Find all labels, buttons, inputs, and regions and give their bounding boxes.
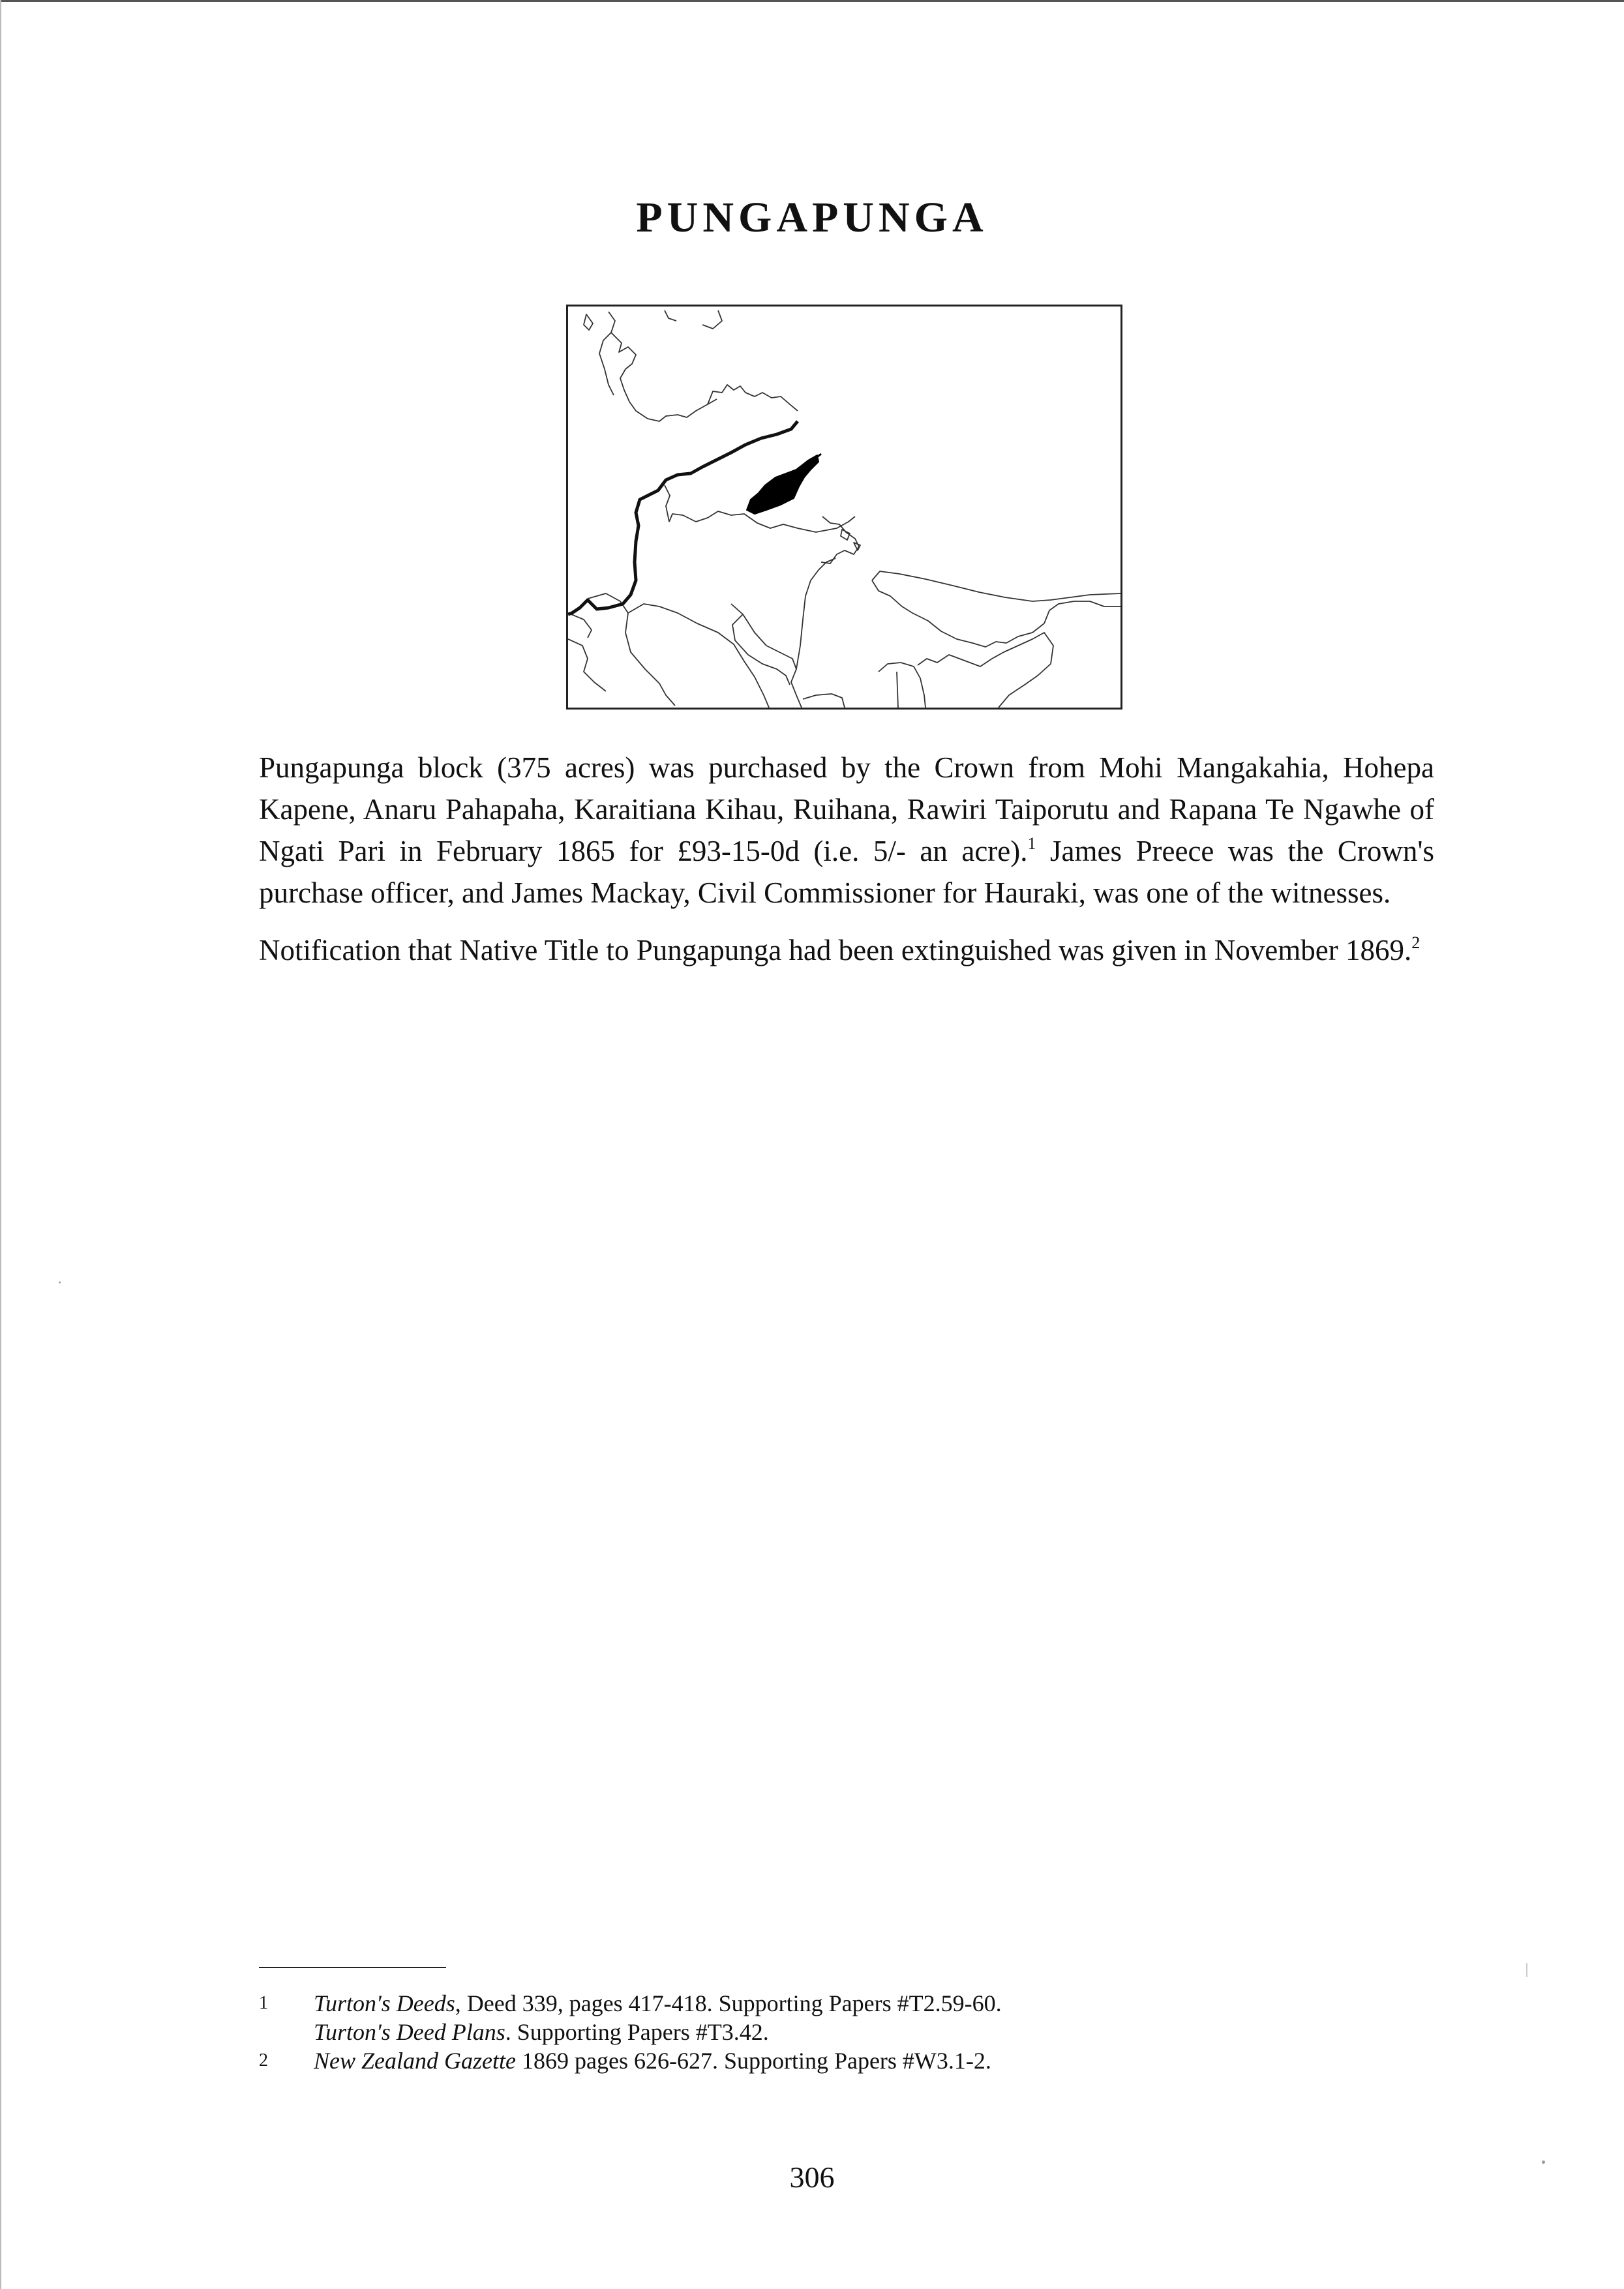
map-inner-loop: [732, 614, 790, 685]
footnote-source-detail: , Deed 339, pages 417-418. Supporting Papers #T2.59-60.: [455, 1990, 1002, 2016]
map-river-loop: [731, 604, 802, 708]
footnote-number: 1: [259, 1993, 268, 2013]
map-islands-east: [841, 530, 860, 550]
footnote-2: [259, 2046, 1237, 2075]
map-mid-boundary: [669, 511, 855, 532]
footnote-source-detail: 1869 pages 626-627. Supporting Papers #W3.1-2.: [515, 2048, 991, 2074]
map-island-nw: [584, 314, 593, 330]
map-south-branch-b: [628, 604, 769, 708]
footnote-body: [314, 1989, 1237, 2046]
footnote-ref-1[interactable]: 1: [1027, 834, 1036, 853]
paragraph-purchase: [259, 747, 1434, 914]
footnote-source-title: Turton's Deeds: [314, 1990, 455, 2016]
map-coast-north: [708, 385, 798, 411]
footnotes: [259, 1989, 1237, 2075]
map-inner-west: [665, 485, 670, 522]
map-east-headland: [1044, 601, 1120, 623]
map-peninsula-inlet: [599, 333, 614, 395]
map-southeast-lines: [918, 633, 1053, 708]
map-west-shore: [568, 613, 592, 638]
page-number: 306: [789, 2161, 835, 2194]
map-svg: [568, 307, 1120, 708]
map-east-coast-inner: [872, 580, 1044, 647]
map-upper-lines: [665, 310, 722, 329]
paragraph-notification-text: Notification that Native Title to Pungapunga had been extinguished was given in November 1869.: [259, 934, 1412, 966]
footnote-source-detail: . Supporting Papers #T3.42.: [505, 2019, 769, 2045]
footnote-line: [314, 1989, 1237, 2018]
paragraph-notification: [259, 929, 1434, 971]
map-south-lines: [803, 663, 925, 708]
map-district-boundary: [568, 421, 798, 614]
footnote-line: [314, 2046, 1237, 2075]
footnote-body: [314, 2046, 1237, 2075]
footnote-source-title: New Zealand Gazette: [314, 2048, 516, 2074]
map-coast-east: [821, 516, 859, 563]
scan-speck: [1526, 1963, 1527, 1977]
map-southwest-coast: [568, 639, 606, 691]
footnote-ref-2[interactable]: 2: [1411, 933, 1421, 952]
footnote-1: [259, 1989, 1237, 2046]
paragraph-purchase-tail: James Preece was the Crown's purchase officer, and James Mackay, Civil Commissioner for Hauraki, was one of the witnesses.: [259, 835, 1434, 909]
map-pungapunga-block: [747, 455, 819, 514]
map-east-ridge: [796, 558, 835, 669]
page-title: PUNGAPUNGA: [636, 194, 988, 241]
footnote-rule: [259, 1967, 446, 1968]
scan-speck: [59, 1281, 61, 1283]
body-text: [259, 747, 1434, 987]
scan-edge-top: [0, 0, 1624, 2]
map-peninsula-west: [609, 312, 717, 421]
map-east-bay: [872, 571, 1120, 601]
footnote-line: [314, 2018, 1237, 2046]
footnote-source-title: Turton's Deed Plans: [314, 2019, 505, 2045]
footnote-number: 2: [259, 2050, 268, 2071]
scan-edge-left: [0, 0, 1, 2289]
location-map: [566, 305, 1122, 710]
paragraph-purchase-text: Pungapunga block (375 acres) was purchased by the Crown from Mohi Mangakahia, Hohepa Kapene, Anaru Pahapaha, Karaitiana Kihau, Ruihana, Rawiri Taiporutu and Rapana Te Ngawhe of Ngati Pari in February 1865 for £93-15-0d (i.e. 5/- an acre).: [259, 751, 1434, 867]
scan-speck: [1542, 2161, 1545, 2164]
